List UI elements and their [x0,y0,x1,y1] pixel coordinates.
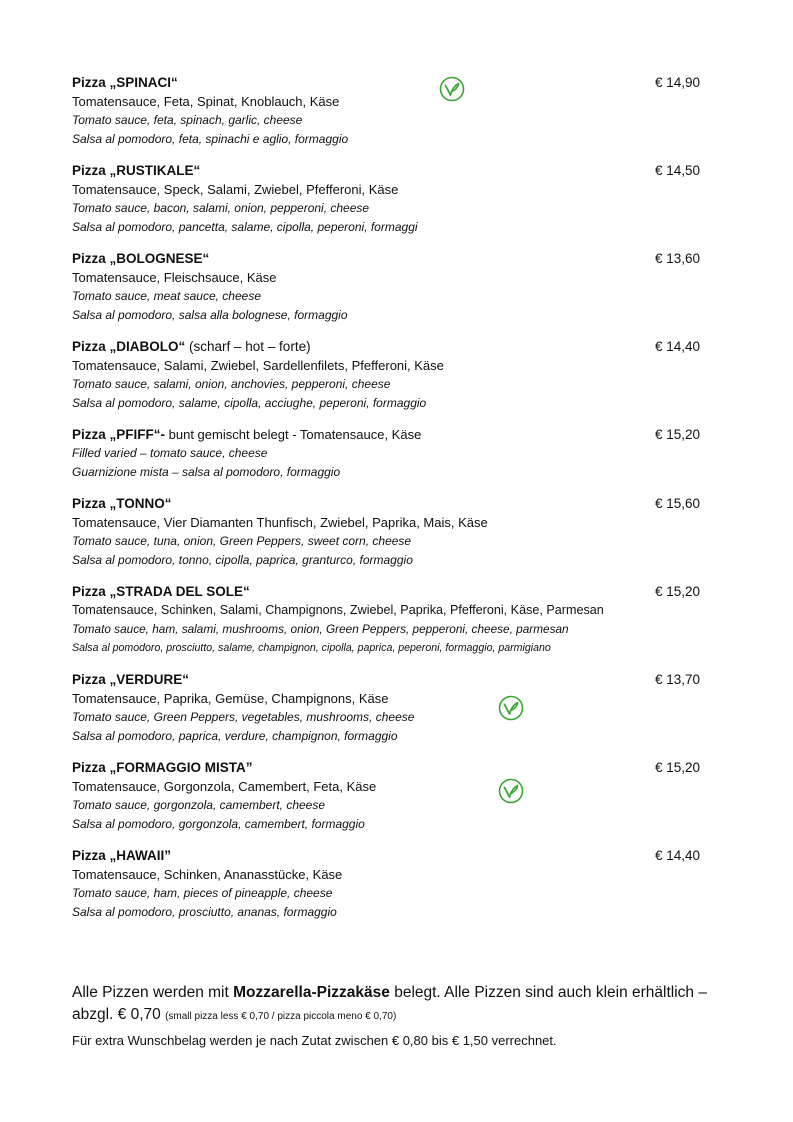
menu-item-heading [72,494,712,513]
menu-item-description-it: Salsa al pomodoro, salame, cipolla, acciughe, peperoni, formaggio [72,396,427,410]
menu-item-description-it: Salsa al pomodoro, gorgonzola, camembert, formaggio [72,817,365,831]
menu-item-description-de: Tomatensauce, Schinken, Ananasstücke, Käse [72,867,343,882]
menu-item-title: Pizza „TONNO“ [72,496,172,511]
menu-item-description-de: Tomatensauce, Vier Diamanten Thunfisch, Zwiebel, Paprika, Mais, Käse [72,515,488,530]
menu-item-subtitle: bunt gemischt belegt - Tomatensauce, Käse [165,427,422,442]
menu-item-heading [72,670,712,689]
menu-item-subtitle: (scharf – hot – forte) [185,339,311,354]
menu-item-price: € 15,20 [654,760,700,775]
menu-item-title: Pizza „FORMAGGIO MISTA” [72,760,253,775]
menu-item-price: € 14,40 [654,339,700,354]
menu-item-description-en: Tomato sauce, ham, pieces of pineapple, cheese [72,886,333,900]
note-small-print: (small pizza less € 0,70 / pizza piccola meno € 0,70) [165,1011,397,1022]
menu-item-description-en: Tomato sauce, feta, spinach, garlic, cheese [72,113,303,127]
menu-item-description-de: Tomatensauce, Speck, Salami, Zwiebel, Pfefferoni, Käse [72,182,399,197]
menu-item-title: Pizza „BOLOGNESE“ [72,251,210,266]
menu-item-bolognese [72,249,712,325]
menu-item-description-en: Tomato sauce, meat sauce, cheese [72,289,261,303]
menu-item-description-de: Tomatensauce, Salami, Zwiebel, Sardellenfilets, Pfefferoni, Käse [72,358,444,373]
menu-item-formaggio-mista [72,758,712,834]
menu-item-description-en: Tomato sauce, bacon, salami, onion, pepperoni, cheese [72,201,370,215]
menu-item-heading [72,337,712,356]
menu-item-description-it: Salsa al pomodoro, paprica, verdure, champignon, formaggio [72,729,398,743]
pizza-menu [72,73,712,934]
menu-item-heading [72,582,712,601]
menu-item-title: Pizza „RUSTIKALE“ [72,163,201,178]
menu-item-price: € 14,40 [654,848,700,863]
menu-item-heading [72,249,712,268]
menu-item-title: Pizza „SPINACI“ [72,75,178,90]
menu-item-description-en: Tomato sauce, salami, onion, anchovies, pepperoni, cheese [72,377,391,391]
menu-item-heading [72,846,712,865]
menu-item-description-it: Salsa al pomodoro, feta, spinachi e aglio, formaggio [72,132,349,146]
menu-item-price: € 14,90 [654,75,700,90]
menu-item-heading [72,161,712,180]
menu-item-price: € 15,20 [654,427,700,442]
menu-item-title: Pizza „STRADA DEL SOLE“ [72,584,250,599]
menu-item-price: € 15,60 [654,496,700,511]
menu-item-heading [72,425,712,444]
vegetarian-leaf-icon [498,778,524,804]
menu-item-pfiff [72,425,712,482]
menu-item-price: € 14,50 [654,163,700,178]
note-text: belegt. Alle Pizzen sind auch klein erhältlich – abzgl. € 0,70 [72,984,707,1023]
menu-footer-notes [72,982,712,1051]
menu-item-description-en: Tomato sauce, tuna, onion, Green Peppers, sweet corn, cheese [72,534,412,548]
menu-item-description-de: Tomatensauce, Gorgonzola, Camembert, Feta, Käse [72,779,377,794]
menu-item-description-de: Tomatensauce, Fleischsauce, Käse [72,270,277,285]
menu-item-verdure [72,670,712,746]
menu-item-hawaii [72,846,712,922]
menu-item-title: Pizza „PFIFF“- [72,427,166,442]
menu-item-spinaci [72,73,712,149]
menu-item-description-en: Tomato sauce, ham, salami, mushrooms, onion, Green Peppers, pepperoni, cheese, parmesan [72,622,569,636]
note-highlight: Mozzarella-Pizzakäse [233,984,390,1001]
menu-item-description-it: Salsa al pomodoro, pancetta, salame, cipolla, peperoni, formaggi [72,220,418,234]
menu-item-description-de: Tomatensauce, Paprika, Gemüse, Champignons, Käse [72,691,389,706]
menu-item-description-en: Tomato sauce, Green Peppers, vegetables, mushrooms, cheese [72,710,415,724]
vegetarian-leaf-icon [498,695,524,721]
menu-item-description-de: Tomatensauce, Feta, Spinat, Knoblauch, Käse [72,94,340,109]
menu-item-heading [72,73,712,92]
menu-item-title: Pizza „DIABOLO“ [72,339,186,354]
menu-item-price: € 13,60 [654,251,700,266]
menu-item-heading [72,758,712,777]
mozzarella-note [72,982,712,1028]
menu-item-description-it: Salsa al pomodoro, prosciutto, salame, champignon, cipolla, paprica, peperoni, formaggio, parmigiano [72,642,551,654]
menu-item-description-en: Tomato sauce, gorgonzola, camembert, cheese [72,798,326,812]
menu-item-price: € 13,70 [654,672,700,687]
menu-item-strada-del-sole [72,582,712,658]
note-text: Alle Pizzen werden mit [72,984,234,1001]
menu-item-title: Pizza „VERDURE“ [72,672,190,687]
menu-item-description-it: Salsa al pomodoro, tonno, cipolla, paprica, granturco, formaggio [72,553,413,567]
menu-item-tonno [72,494,712,570]
menu-item-price: € 15,20 [654,584,700,599]
menu-item-rustikale [72,161,712,237]
menu-item-title: Pizza „HAWAII” [72,848,172,863]
menu-item-description-de: Tomatensauce, Schinken, Salami, Champignons, Zwiebel, Paprika, Pfefferoni, Käse, Parmesan [72,603,604,617]
menu-item-description-en: Filled varied – tomato sauce, cheese [72,446,268,460]
menu-item-diabolo [72,337,712,413]
menu-item-description-it: Guarnizione mista – salsa al pomodoro, formaggio [72,465,341,479]
menu-item-description-it: Salsa al pomodoro, salsa alla bolognese, formaggio [72,308,348,322]
menu-item-description-it: Salsa al pomodoro, prosciutto, ananas, formaggio [72,905,337,919]
vegetarian-leaf-icon [439,76,465,102]
extra-topping-note: Für extra Wunschbelag werden je nach Zutat zwischen € 0,80 bis € 1,50 verrechnet. [72,1033,557,1048]
